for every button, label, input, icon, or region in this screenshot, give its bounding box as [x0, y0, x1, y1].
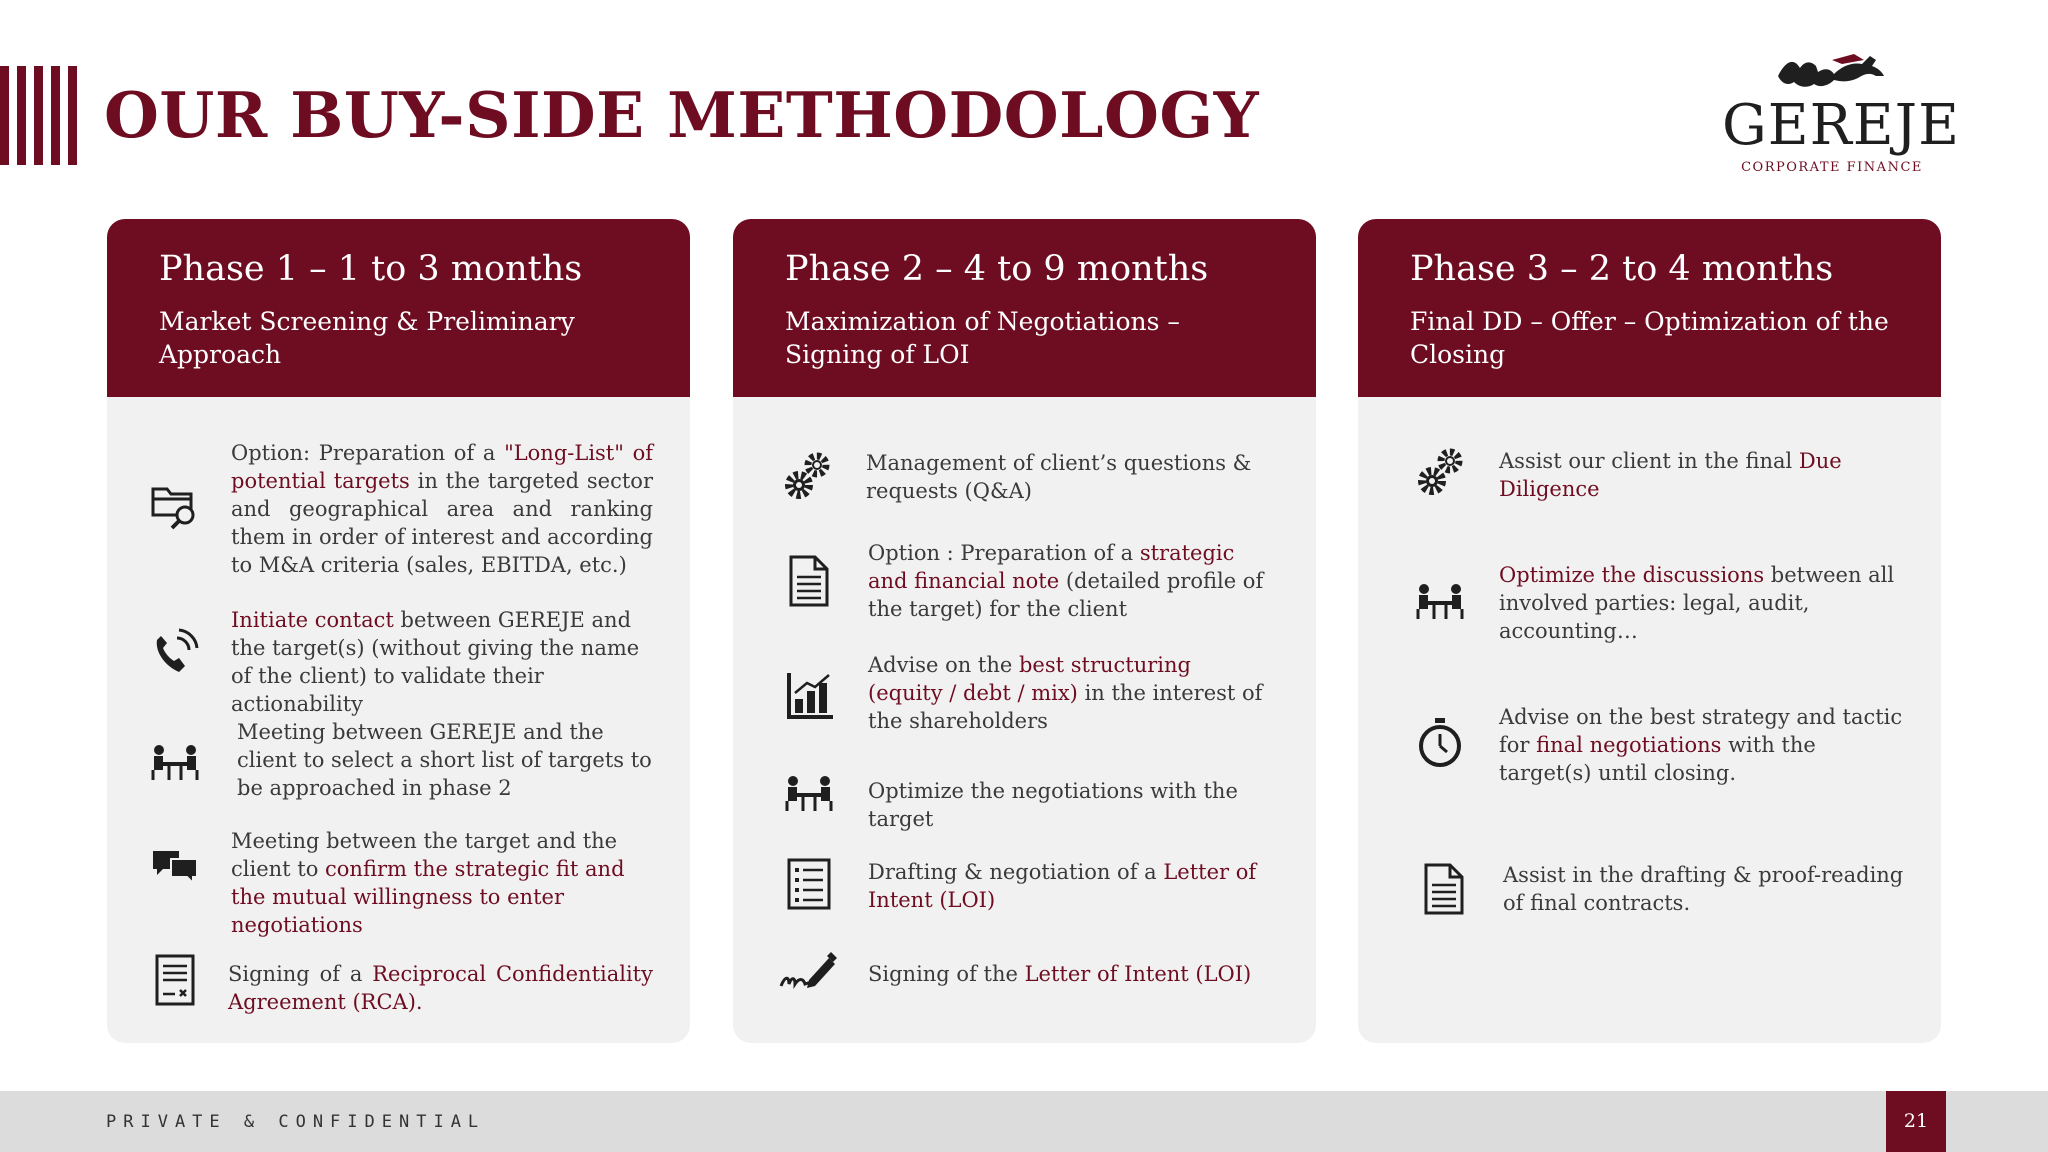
- horse-logo-icon: [1772, 46, 1892, 96]
- item-text: Assist our client in the final Due Diligence: [1499, 449, 1842, 501]
- signature-pen-icon: [777, 946, 839, 998]
- phase-header: [1358, 219, 1941, 397]
- meeting-icon: [149, 738, 201, 790]
- checklist-icon: [783, 858, 835, 910]
- item-text: Management of client’s questions & requests (Q&A): [866, 451, 1252, 503]
- item-text: Signing of the Letter of Intent (LOI): [868, 962, 1252, 986]
- phase-card-1: [107, 219, 690, 1043]
- phase-title: Phase 3 – 2 to 4 months: [1410, 249, 1834, 289]
- item-text: Signing of a Reciprocal Confidentiality Agreement (RCA).: [228, 962, 653, 1014]
- confidentiality-label: PRIVATE & CONFIDENTIAL: [106, 1112, 486, 1132]
- item-text: Advise on the best strategy and tactic for final negotiations with the target(s) until closing.: [1499, 705, 1903, 785]
- gears-icon: [783, 449, 835, 501]
- item-text: Meeting between the target and the client to confirm the strategic fit and the mutual willingness to enter negotiations: [231, 829, 625, 937]
- phone-call-icon: [149, 628, 201, 680]
- stopwatch-icon: [1414, 717, 1466, 769]
- phase-title: Phase 2 – 4 to 9 months: [785, 249, 1209, 289]
- item-text: Option : Preparation of a strategic and financial note (detailed profile of the target) for the client: [868, 541, 1264, 621]
- company-logo: [1722, 46, 1960, 180]
- logo-wordmark: GEREJE: [1722, 93, 1960, 158]
- phase-card-3: [1358, 219, 1941, 1043]
- chat-bubbles-icon: [149, 841, 201, 893]
- logo-subtitle: CORPORATE FINANCE: [1741, 160, 1923, 175]
- phase-subtitle: Final DD – Offer – Optimization of the Closing: [1410, 307, 1889, 369]
- item-text: Drafting & negotiation of a Letter of Intent (LOI): [868, 860, 1257, 912]
- item-text: Meeting between GEREJE and the client to select a short list of targets to be approached in phase 2: [237, 720, 652, 800]
- phase-title: Phase 1 – 1 to 3 months: [159, 249, 583, 289]
- item-text: Option: Preparation of a "Long-List" of potential targets in the targeted sector and geographical area and ranking them in order of interest and according to M&A criteria (sales, EBITDA, etc.): [231, 441, 653, 577]
- phase-subtitle: Market Screening & Preliminary Approach: [159, 307, 575, 369]
- document-icon: [1418, 863, 1470, 915]
- page-title: OUR BUY-SIDE METHODOLOGY: [104, 78, 1260, 152]
- meeting-icon: [1414, 577, 1466, 629]
- item-text: Initiate contact between GEREJE and the target(s) (without giving the name of the client) to validate their actionability: [231, 608, 640, 716]
- folder-search-icon: [149, 479, 201, 531]
- phase-card-2: [733, 219, 1316, 1043]
- item-text: Advise on the best structuring (equity / debt / mix) in the interest of the shareholders: [868, 653, 1263, 733]
- footer: [0, 1091, 2048, 1152]
- item-text: Optimize the negotiations with the target: [868, 779, 1238, 831]
- item-text: Optimize the discussions between all involved parties: legal, audit, accounting…: [1499, 563, 1895, 643]
- title-accent-stripes: [0, 66, 77, 165]
- meeting-icon: [783, 769, 835, 821]
- bar-chart-icon: [785, 669, 837, 721]
- gears-icon: [1416, 445, 1468, 497]
- page-number: 21: [1886, 1091, 1946, 1152]
- phase-header: [107, 219, 690, 397]
- agreement-document-icon: [149, 954, 201, 1006]
- document-icon: [783, 555, 835, 607]
- phase-header: [733, 219, 1316, 397]
- phase-subtitle: Maximization of Negotiations – Signing of LOI: [785, 307, 1180, 369]
- item-text: Assist in the drafting & proof-reading of final contracts.: [1503, 863, 1904, 915]
